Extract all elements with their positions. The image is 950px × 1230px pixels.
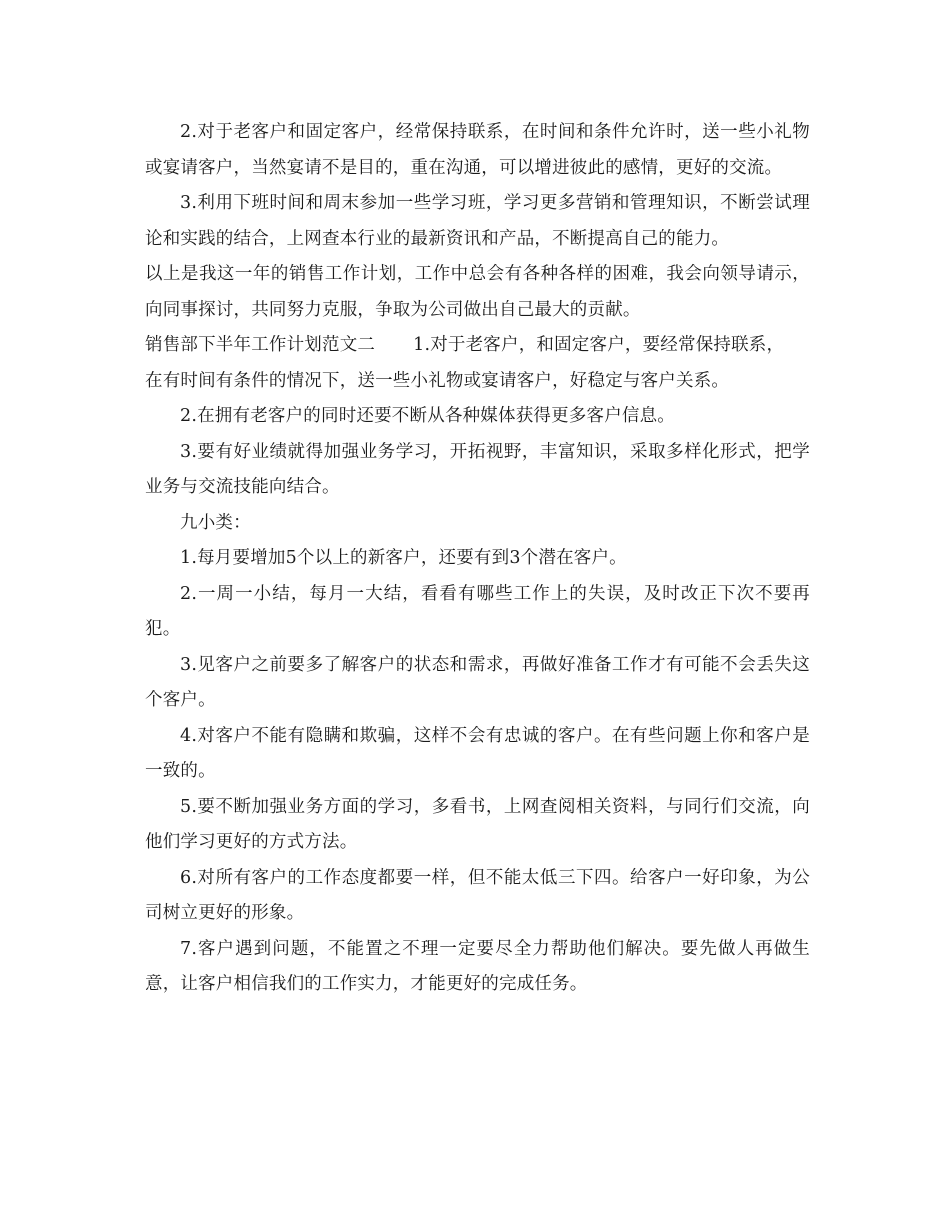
section-two-item-2: 2.在拥有老客户的同时还要不断从各种媒体获得更多客户信息。 xyxy=(180,406,675,426)
section-two-item-3: 3.要有好业绩就得加强业务学习，开拓视野，丰富知识，采取多样化形式，把学业务与交流技能向结合。 xyxy=(145,441,810,497)
category-item-6: 6.对所有客户的工作态度都要一样，但不能太低三下四。给客户一好印象，为公司树立更好的形象。 xyxy=(145,867,810,923)
document-body xyxy=(145,115,810,1003)
category-heading: 九小类： xyxy=(180,512,251,533)
paragraph-old-clients: 2.对于老客户和固定客户，经常保持联系，在时间和条件允许时，送一些小礼物或宴请客户，当然宴请不是目的，重在沟通，可以增进彼此的感情，更好的交流。 xyxy=(145,122,810,178)
category-item-7: 7.客户遇到问题，不能置之不理一定要尽全力帮助他们解决。要先做人再做生意，让客户相信我们的工作实力，才能更好的完成任务。 xyxy=(145,938,810,994)
section-two-heading-row xyxy=(145,328,810,364)
section-two-item-1-line-2: 在有时间有条件的情况下，送一些小礼物或宴请客户，好稳定与客户关系。 xyxy=(145,370,730,391)
paragraph-study: 3.利用下班时间和周末参加一些学习班，学习更多营销和管理知识，不断尝试理论和实践的结合，上网查本行业的最新资讯和产品，不断提高自己的能力。 xyxy=(145,193,810,249)
category-item-2: 2.一周一小结，每月一大结，看看有哪些工作上的失误，及时改正下次不要再犯。 xyxy=(145,583,810,639)
closing-paragraph: 以上是我这一年的销售工作计划，工作中总会有各种各样的困难，我会向领导请示，向同事探讨，共同努力克服，争取为公司做出自己最大的贡献。 xyxy=(145,264,810,320)
category-item-1: 1.每月要增加5个以上的新客户，还要有到3个潜在客户。 xyxy=(180,548,627,568)
category-item-5: 5.要不断加强业务方面的学习，多看书，上网查阅相关资料，与同行们交流，向他们学习更好的方式方法。 xyxy=(145,796,810,852)
section-two-item-1-line-1: 1.对于老客户，和固定客户，要经常保持联系， xyxy=(413,335,785,355)
section-two-title: 销售部下半年工作计划范文二 xyxy=(145,335,376,355)
category-item-3: 3.见客户之前要多了解客户的状态和需求，再做好准备工作才有可能不会丢失这个客户。 xyxy=(145,654,810,710)
category-item-4: 4.对客户不能有隐瞒和欺骗，这样不会有忠诚的客户。在有些问题上你和客户是一致的。 xyxy=(145,725,810,781)
